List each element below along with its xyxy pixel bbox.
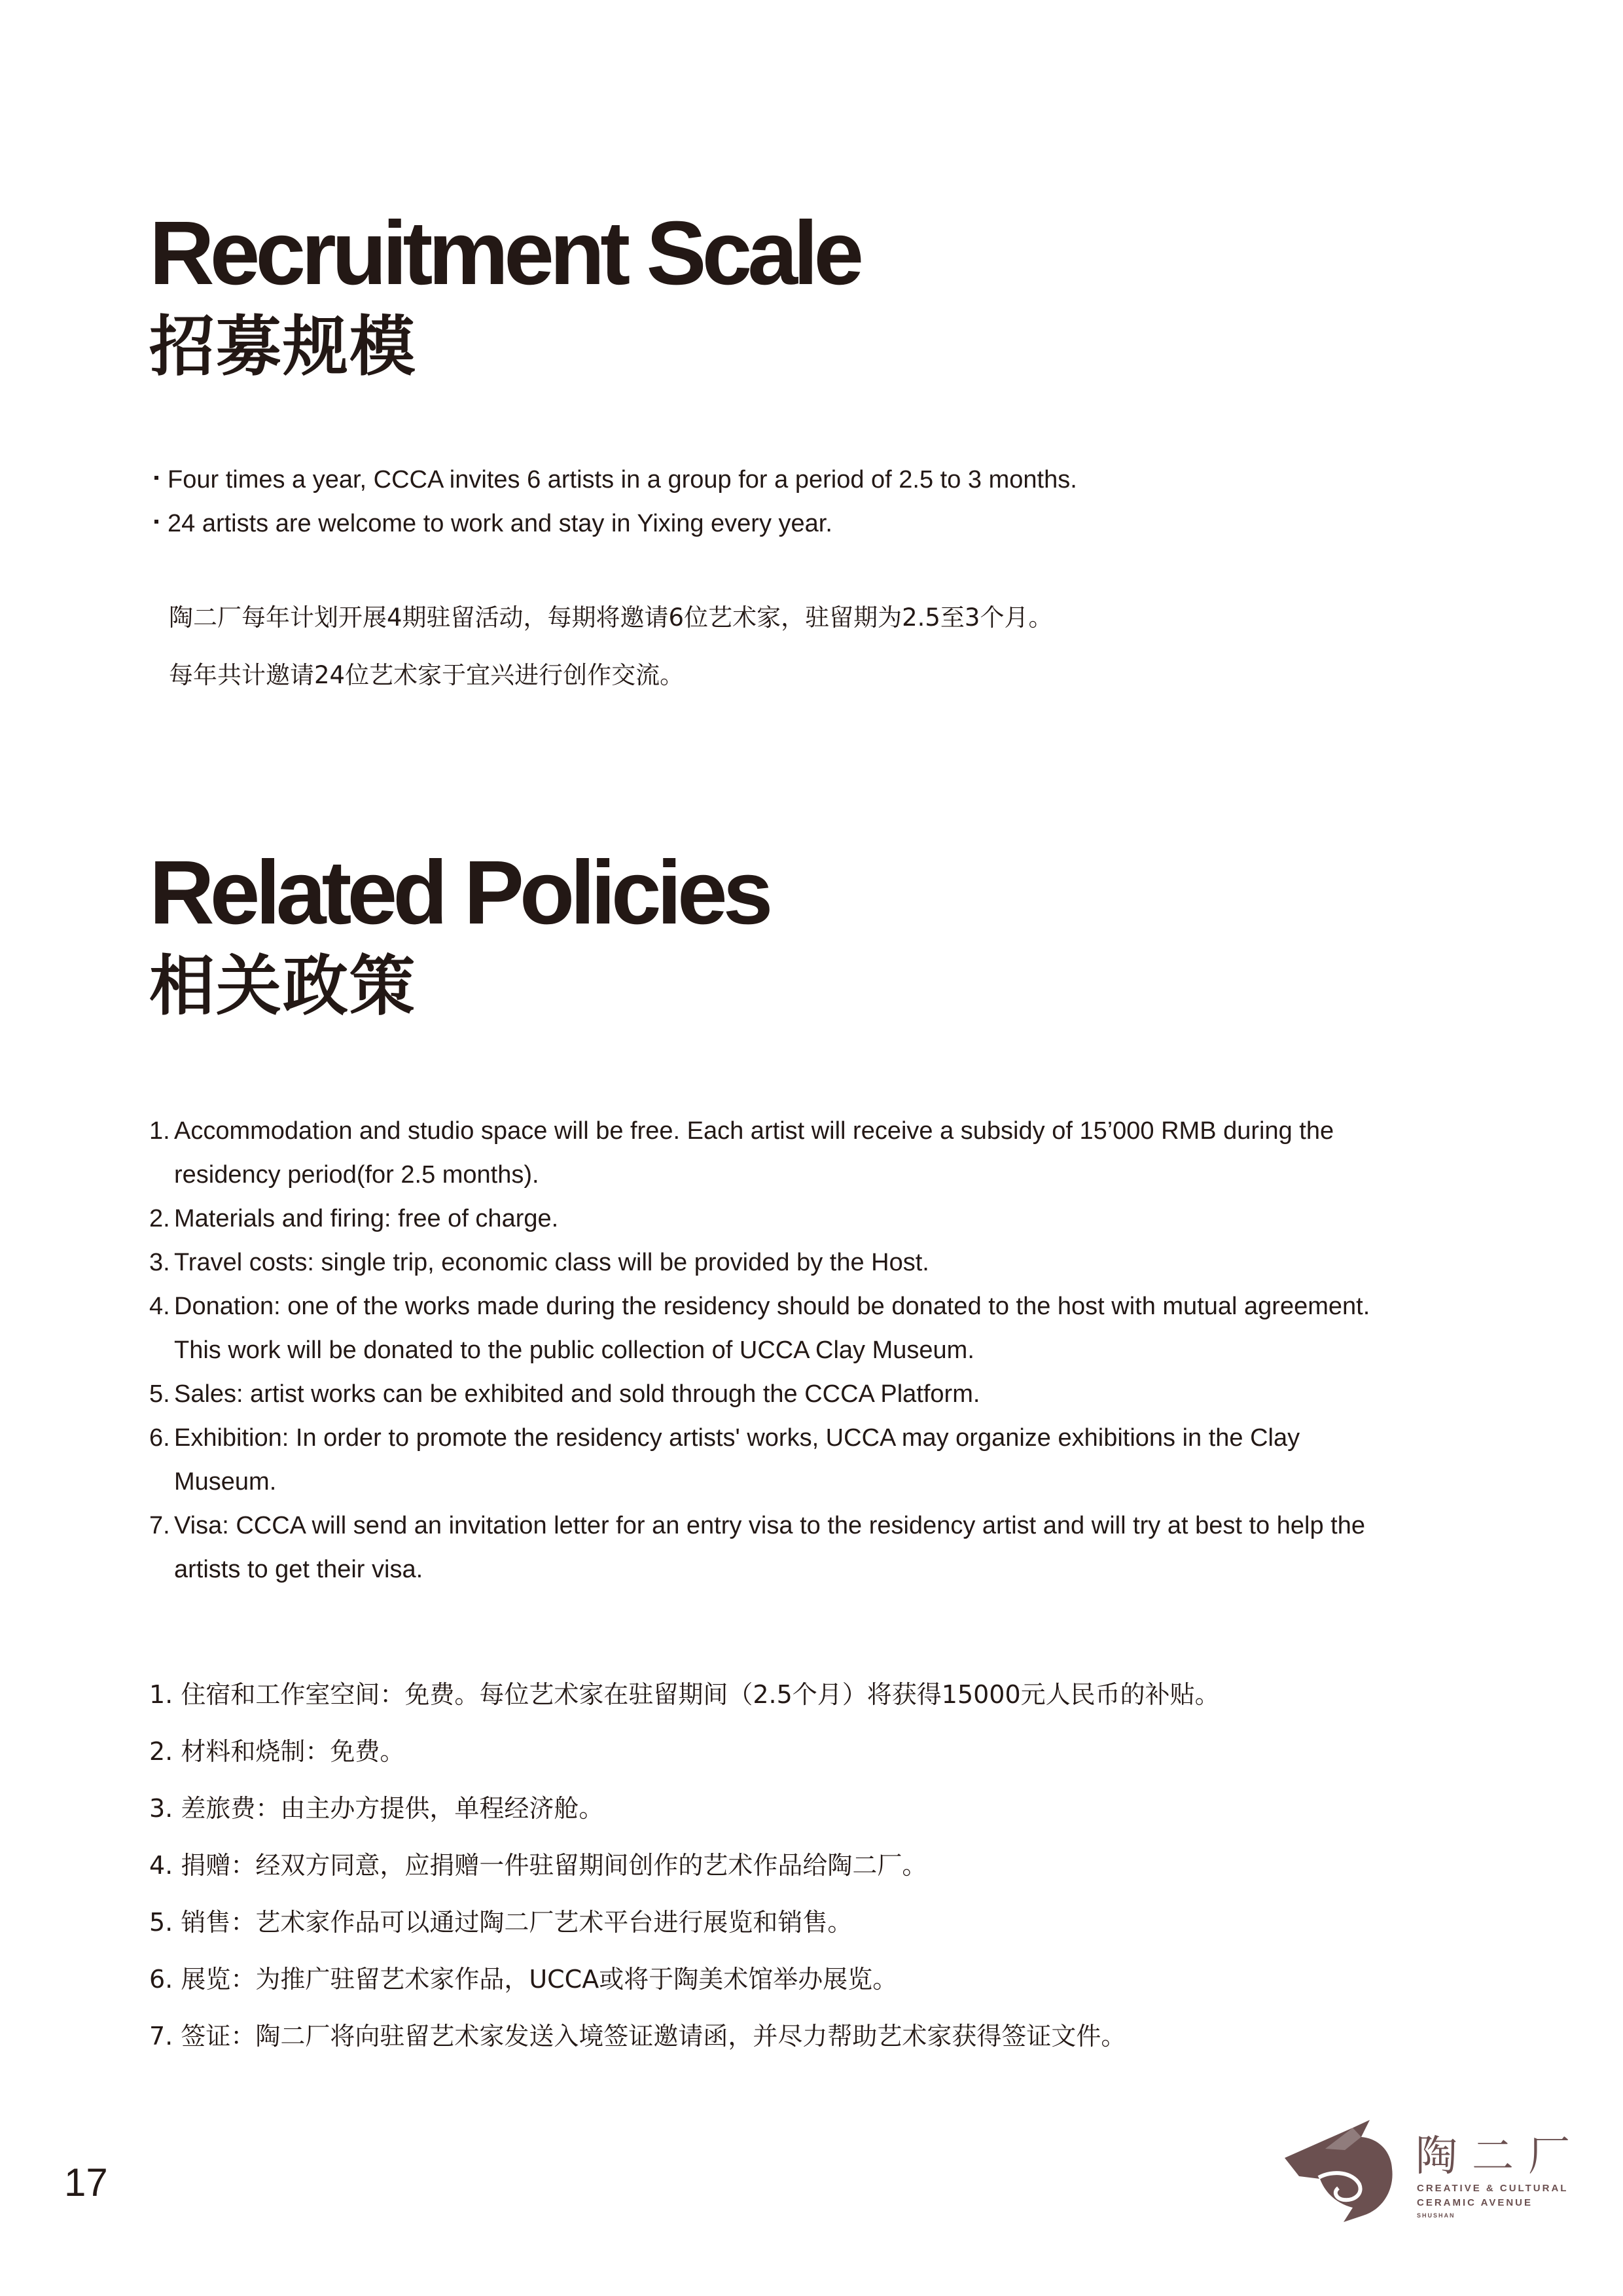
bullet-item: 24 artists are welcome to work and stay in Yixing every year. — [149, 502, 1077, 546]
policy-item-zh: 4. 捐赠：经双方同意，应捐赠一件驻留期间创作的艺术作品给陶二厂。 — [149, 1851, 927, 1880]
page-number: 17 — [64, 2161, 108, 2204]
policy-item: 7. Visa: CCCA will send an invitation letter for an entry visa to the residency artist and will try at best to help the artists to get their visa. — [149, 1512, 1365, 1583]
policy-item: 5. Sales: artist works can be exhibited and sold through the CCCA Platform. — [149, 1380, 980, 1408]
policy-item: 3. Travel costs: single trip, economic class will be provided by the Host. — [149, 1249, 929, 1276]
policy-item: 6. Exhibition: In order to promote the residency artists' works, UCCA may organize exhibitions in the Clay Museum. — [149, 1424, 1300, 1496]
recruitment-title-en: Recruitment Scale — [149, 203, 860, 304]
bullet-dot-icon — [154, 476, 158, 480]
bullet-item: Four times a year, CCCA invites 6 artists in a group for a period of 2.5 to 3 months. — [149, 458, 1077, 502]
policies-title-zh: 相关政策 — [149, 948, 416, 1024]
logo-tagline: CREATIVE & CULTURAL CERAMIC AVENUE — [1417, 2183, 1569, 2208]
zh-line: 陶二厂每年计划开展4期驻留活动，每期将邀请6位艺术家，驻留期为2.5至3个月。 — [169, 603, 1053, 632]
recruitment-heading — [149, 203, 860, 385]
policies-title-en: Related Policies — [149, 842, 769, 943]
policy-item: 4. Donation: one of the works made during the residency should be donated to the host with mutual agreement. This work will be donated to the public collection of UCCA Clay Museum. — [149, 1293, 1370, 1364]
policy-item-zh: 6. 展览：为推广驻留艺术家作品，UCCA或将于陶美术馆举办展览。 — [149, 1965, 898, 1994]
policy-item-zh: 2. 材料和烧制：免费。 — [149, 1737, 405, 1766]
policy-item: 1. Accommodation and studio space will be free. Each artist will receive a subsidy of 15’000 RMB during the residency period(for 2.5 months). — [149, 1117, 1334, 1189]
zh-line: 每年共计邀请24位艺术家于宜兴进行创作交流。 — [169, 661, 685, 689]
policies-heading — [149, 842, 769, 1024]
policies-list-zh — [149, 1666, 1220, 2065]
policy-item-zh: 5. 销售：艺术家作品可以通过陶二厂艺术平台进行展览和销售。 — [149, 1908, 853, 1937]
recruitment-zh-paragraph — [169, 589, 1052, 704]
logo-name-zh: 陶二厂 — [1416, 2132, 1584, 2181]
ceramic-logo-icon — [1279, 2111, 1410, 2235]
recruitment-bullets — [149, 458, 1077, 546]
policy-item-zh: 3. 差旅费：由主办方提供，单程经济舱。 — [149, 1794, 604, 1823]
bullet-dot-icon — [154, 520, 158, 524]
policy-item-zh: 7. 签证：陶二厂将向驻留艺术家发送入境签证邀请函，并尽力帮助艺术家获得签证文件。 — [149, 2022, 1126, 2051]
logo-location: SHUSHAN — [1417, 2212, 1455, 2219]
recruitment-title-zh: 招募规模 — [149, 308, 416, 385]
policy-item-zh: 1. 住宿和工作室空间：免费。每位艺术家在驻留期间（2.5个月）将获得15000元人民币的补贴。 — [149, 1680, 1220, 1709]
ccca-logo — [1279, 2111, 1587, 2235]
policy-item: 2. Materials and firing: free of charge. — [149, 1205, 559, 1232]
policies-list-en — [149, 1109, 1393, 1592]
